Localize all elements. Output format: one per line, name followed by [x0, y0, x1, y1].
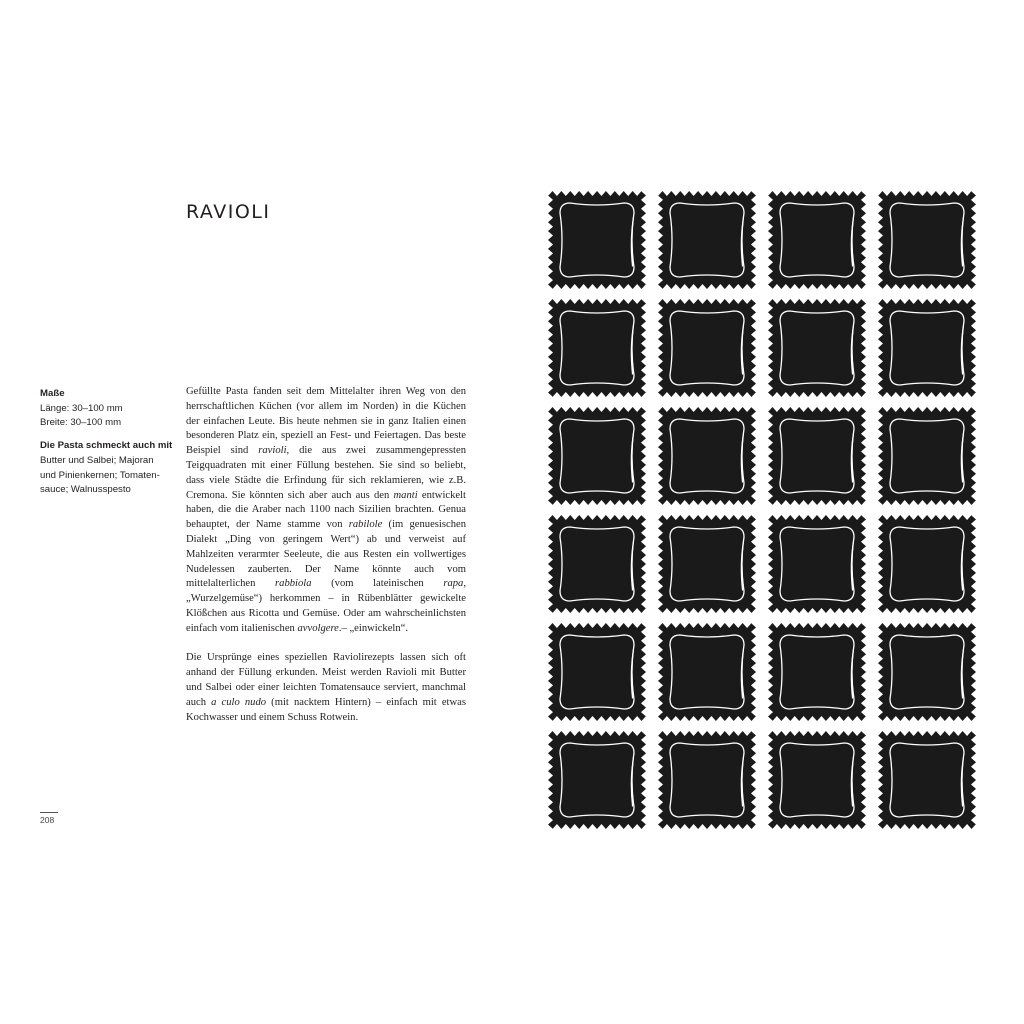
ravioli-piece: [768, 731, 866, 829]
italic-term: a culo nudo: [211, 696, 267, 708]
ravioli-filling-outline: [670, 527, 744, 601]
ravioli-piece: [878, 515, 976, 613]
ravioli-filling-outline: [890, 311, 964, 385]
ravioli-piece: [548, 407, 646, 505]
ravioli-piece: [658, 407, 756, 505]
spacer: [40, 431, 180, 439]
italic-term: manti: [393, 489, 418, 501]
ravioli-piece: [768, 515, 866, 613]
ravioli-filling-outline: [780, 743, 854, 817]
italic-term: rapa: [443, 578, 464, 590]
ravioli-filling-outline: [560, 419, 634, 493]
ravioli-piece: [878, 407, 976, 505]
pairing-line: sauce; Walnusspesto: [40, 484, 131, 496]
body-text: [186, 385, 466, 740]
ravioli-piece: [548, 299, 646, 397]
ravioli-piece: [658, 191, 756, 289]
body-paragraph-1: Gefüllte Pasta fanden seit dem Mittelalter ihren Weg von den herrschaftlichen Küchen (vor allem im Norden) in die Küchen der einfachen Leute. Bis heute nehmen sie in ganz Italien einen besonderen Platz ein, speziell an Fest- und Feiertagen. Das beste Beispiel sind ravioli, die aus zwei zusammengepressten Teigquadraten mit einer Füllung bestehen. Sie sind so beliebt, dass viele Städte die Erfindung für sich reklamieren, wie z.B. Cremona. Sie könnten sich aber auch aus den manti entwickelt haben, die die Araber nach 1100 nach Sizilien brachten. Genua behauptet, der Name stamme von rabilole (im genuesischen Dialekt „Ding von geringem Wert“) ab und verweist auf Mahlzeiten verarmter Seeleute, die aus Resten ein vollwertiges Nudelessen zauberten. Der Name könnte auch vom mittelalterlichen rabbiola (vom lateinischen rapa, „Wurzelgemüse“) herkommen – in Rübenblätter gewickelte Klößchen aus Ricotta und Gemüse. Oder am wahrscheinlichsten einfach vom italienischen avvolgere.– „einwickeln“.: [186, 386, 466, 634]
ravioli-piece: [658, 623, 756, 721]
ravioli-piece: [878, 623, 976, 721]
ravioli-filling-outline: [560, 743, 634, 817]
italic-term: ravioli: [258, 445, 287, 457]
ravioli-filling-outline: [890, 419, 964, 493]
italic-term: rabbiola: [275, 578, 312, 590]
ravioli-filling-outline: [890, 743, 964, 817]
ravioli-filling-outline: [560, 311, 634, 385]
ravioli-filling-outline: [670, 419, 744, 493]
ravioli-filling-outline: [780, 311, 854, 385]
body-paragraph-2: Die Ursprünge eines speziellen Raviolirezepts lassen sich oft anhand der Füllung erkunden. Meist werden Ravioli mit Butter und Salbei oder einer leichten Tomatensauce serviert, manchmal auch a culo nudo (mit nacktem Hintern) – einfach mit etwas Kochwasser und einem Schuss Rotwein.: [186, 652, 466, 723]
length-value: Länge: 30–100 mm: [40, 402, 123, 414]
ravioli-illustration: [548, 191, 976, 829]
italic-term: rabilole: [348, 519, 383, 531]
ravioli-filling-outline: [780, 635, 854, 709]
ravioli-piece: [658, 299, 756, 397]
ravioli-piece: [878, 731, 976, 829]
pairing-line: und Pinienkernen; Tomaten-: [40, 469, 160, 481]
ravioli-piece: [548, 515, 646, 613]
measures-heading: Maße: [40, 388, 65, 399]
ravioli-filling-outline: [560, 527, 634, 601]
folio-rule: [40, 812, 58, 813]
ravioli-filling-outline: [890, 635, 964, 709]
ravioli-piece: [548, 191, 646, 289]
ravioli-piece: [768, 407, 866, 505]
ravioli-filling-outline: [670, 311, 744, 385]
ravioli-filling-outline: [560, 635, 634, 709]
ravioli-filling-outline: [670, 743, 744, 817]
width-value: Breite: 30–100 mm: [40, 417, 122, 429]
ravioli-filling-outline: [780, 419, 854, 493]
ravioli-filling-outline: [670, 635, 744, 709]
ravioli-piece: [768, 191, 866, 289]
ravioli-filling-outline: [780, 527, 854, 601]
ravioli-piece: [768, 299, 866, 397]
page-number: 208: [40, 815, 55, 825]
ravioli-filling-outline: [890, 203, 964, 277]
pairing-heading: Die Pasta schmeckt auch mit: [40, 440, 173, 452]
ravioli-piece: [878, 299, 976, 397]
ravioli-piece: [768, 623, 866, 721]
ravioli-piece: [878, 191, 976, 289]
ravioli-filling-outline: [780, 203, 854, 277]
ravioli-piece: [548, 623, 646, 721]
ravioli-grid-svg: [548, 191, 976, 829]
ravioli-piece: [658, 515, 756, 613]
ravioli-filling-outline: [890, 527, 964, 601]
pairing-line: Butter und Salbei; Majoran: [40, 454, 154, 466]
ravioli-filling-outline: [560, 203, 634, 277]
ravioli-piece: [548, 731, 646, 829]
info-sidebar: [40, 387, 180, 498]
ravioli-piece: [658, 731, 756, 829]
page-title: RAVIOLI: [186, 201, 271, 223]
italic-term: avvolgere: [297, 622, 339, 634]
ravioli-filling-outline: [670, 203, 744, 277]
